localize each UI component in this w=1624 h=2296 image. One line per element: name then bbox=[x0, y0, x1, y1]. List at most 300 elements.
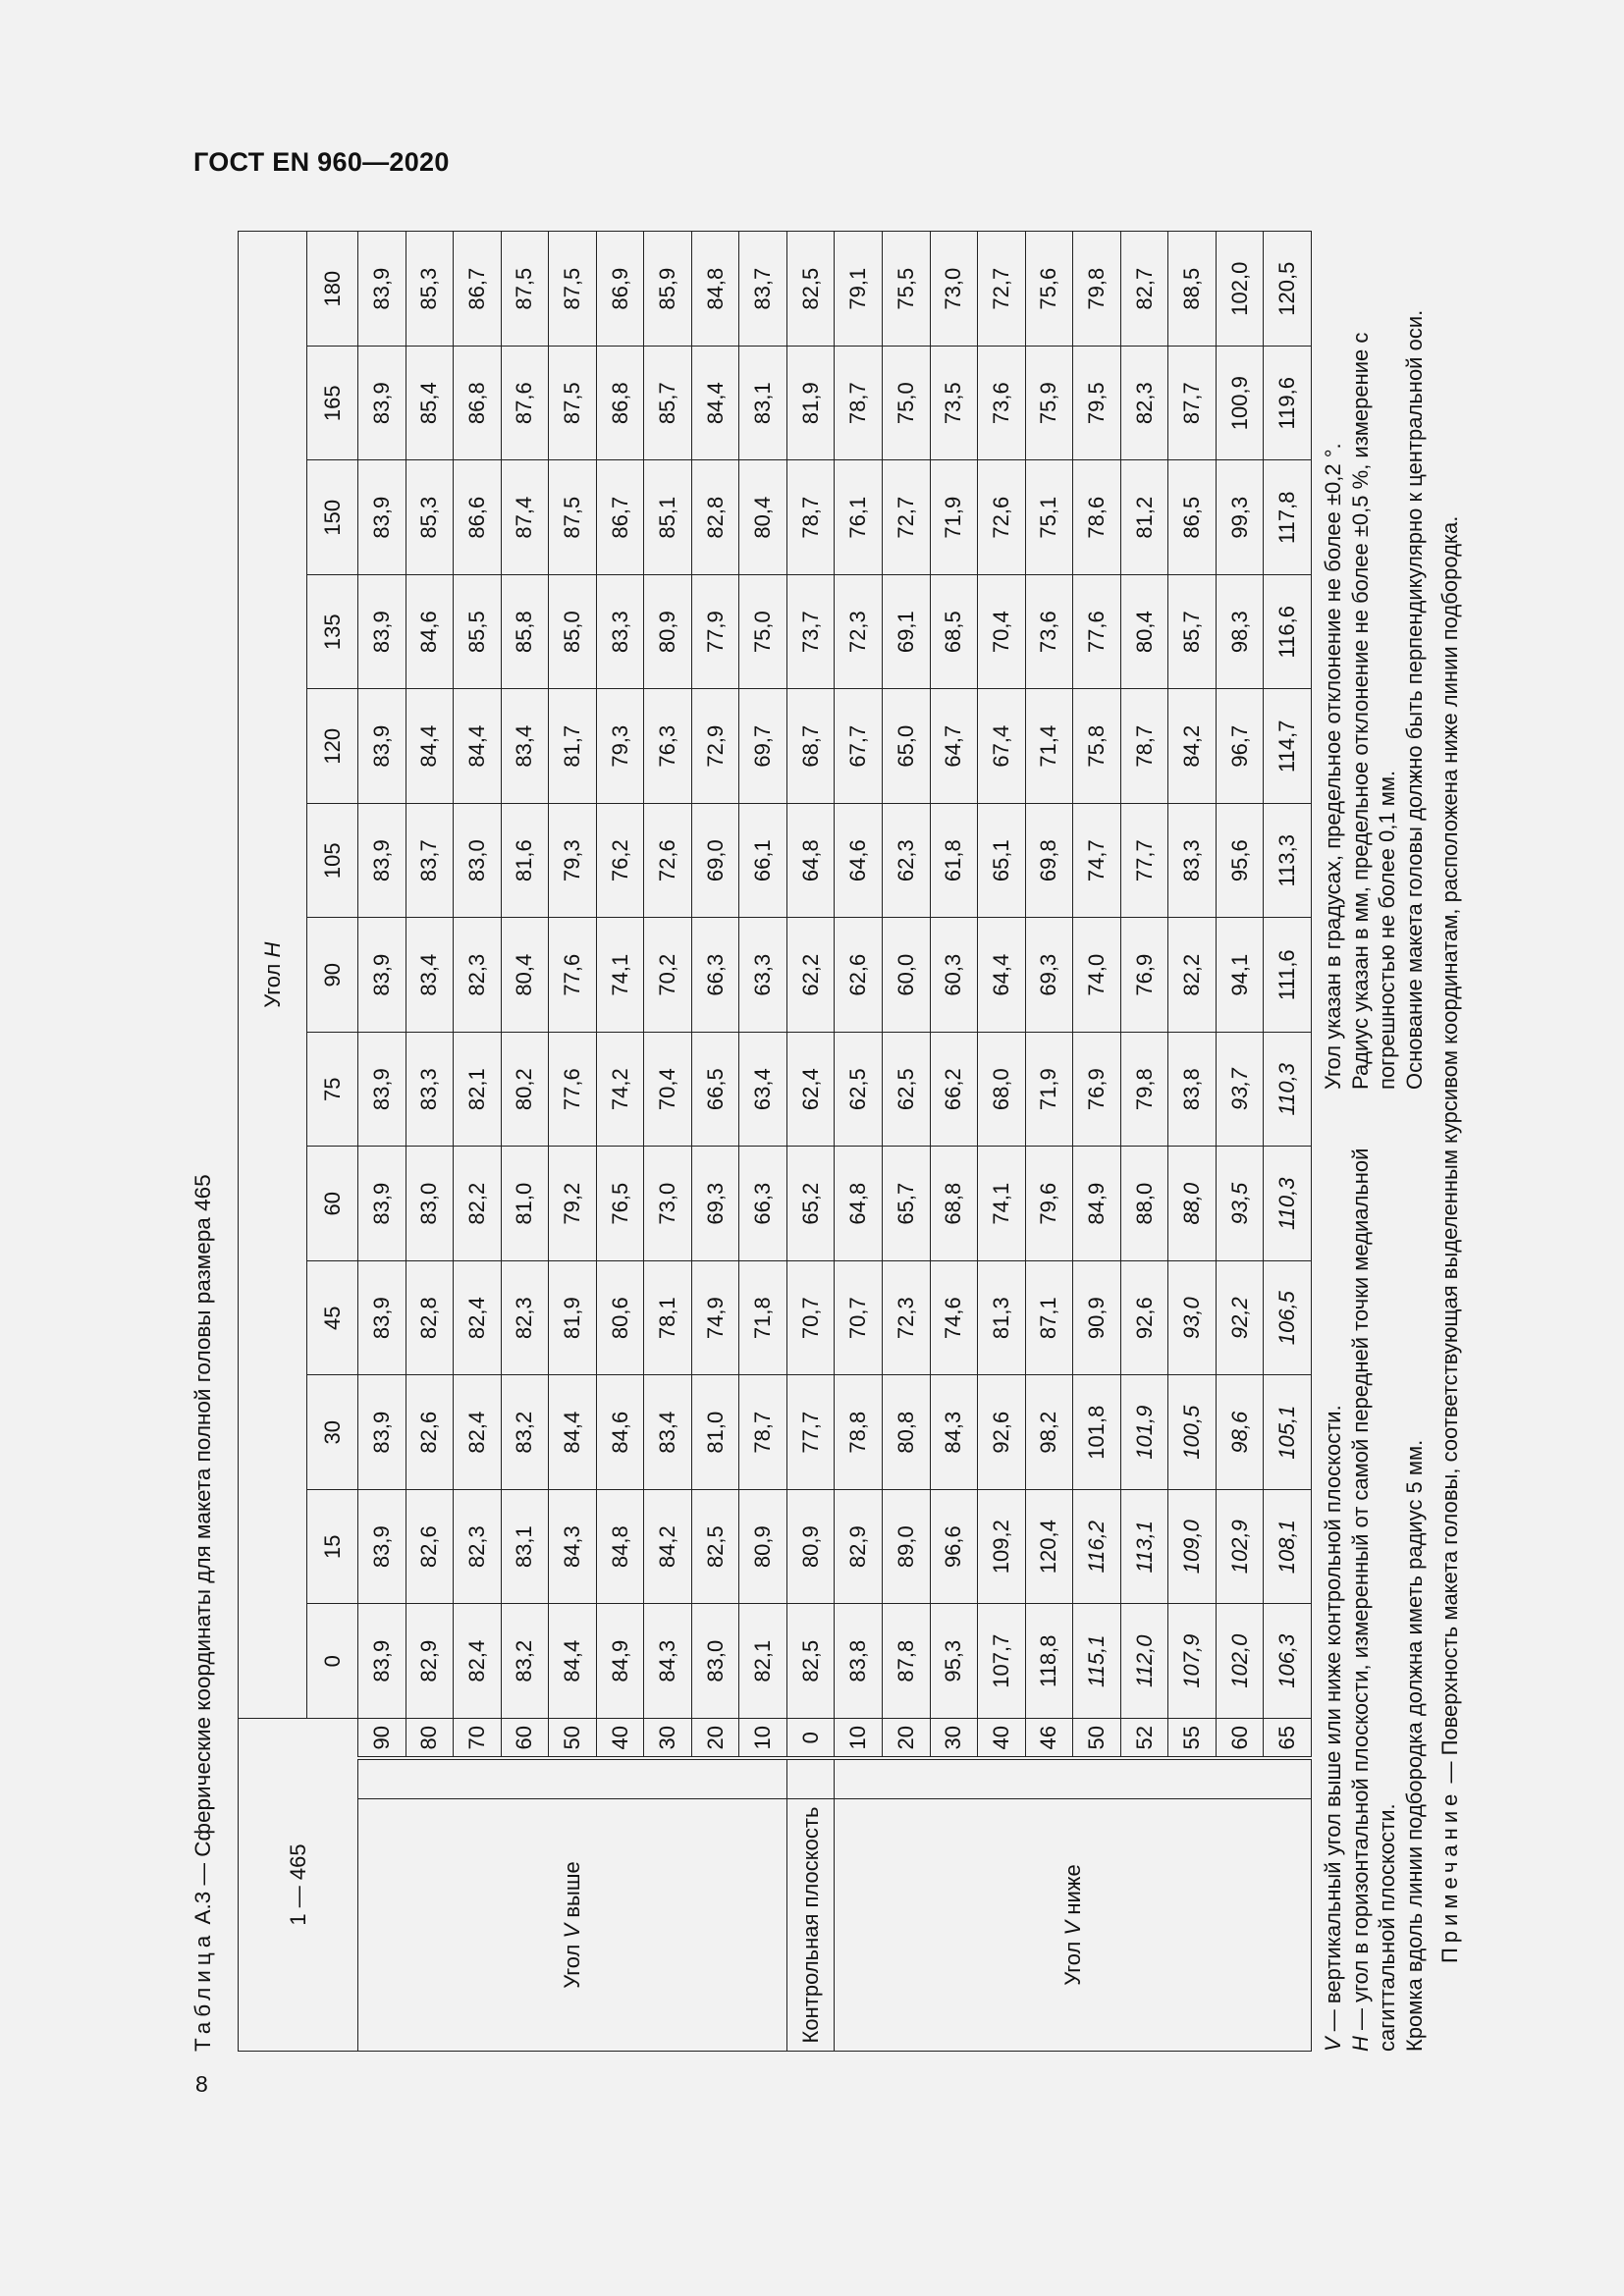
coordinate-cell: 87,6 bbox=[501, 346, 549, 460]
h-angle-header: 180 bbox=[307, 232, 358, 347]
coordinate-cell: 79,3 bbox=[549, 803, 597, 918]
coordinate-cell: 85,8 bbox=[501, 574, 549, 689]
v-angle-cell: 60 bbox=[1216, 1718, 1264, 1758]
coordinate-cell: 68,0 bbox=[978, 1032, 1026, 1147]
h-angle-group-header: Угол H bbox=[239, 232, 307, 1719]
coordinate-cell: 84,4 bbox=[406, 689, 454, 804]
table-note bbox=[1437, 516, 1463, 1963]
coordinate-cell: 111,6 bbox=[1264, 918, 1312, 1033]
coordinate-cell: 87,5 bbox=[549, 232, 597, 347]
legend-right bbox=[1320, 187, 1428, 1090]
coordinate-cell: 106,3 bbox=[1264, 1604, 1312, 1719]
coordinate-cell: 84,6 bbox=[596, 1375, 644, 1490]
coordinate-cell: 83,9 bbox=[358, 918, 406, 1033]
coordinate-cell: 81,9 bbox=[786, 346, 835, 460]
h-angle-header: 75 bbox=[307, 1032, 358, 1147]
coordinate-cell: 73,6 bbox=[978, 346, 1026, 460]
coordinate-cell: 80,9 bbox=[739, 1489, 787, 1604]
coordinate-cell: 70,7 bbox=[786, 1260, 835, 1375]
coordinate-cell: 83,7 bbox=[406, 803, 454, 918]
coordinate-cell: 85,7 bbox=[644, 346, 692, 460]
coordinate-cell: 67,7 bbox=[835, 689, 883, 804]
coordinate-cell: 82,4 bbox=[454, 1260, 502, 1375]
coordinate-cell: 86,6 bbox=[454, 460, 502, 575]
legend-v bbox=[1320, 1129, 1347, 2052]
table-caption bbox=[190, 1174, 216, 2052]
coordinate-cell: 83,2 bbox=[501, 1375, 549, 1490]
coordinate-cell: 73,0 bbox=[644, 1147, 692, 1261]
h-definition: — угол в горизонтальной плоскости, измеренный от самой передней точки медиальной сагиттальной плоскости. bbox=[1347, 1148, 1399, 2052]
coordinate-cell: 71,4 bbox=[1025, 689, 1073, 804]
coordinate-cell: 71,9 bbox=[930, 460, 978, 575]
coordinate-cell: 83,9 bbox=[358, 1489, 406, 1604]
v-angle-cell: 0 bbox=[786, 1718, 835, 1758]
group-label-below: Угол V ниже bbox=[835, 1799, 1312, 2052]
coordinate-cell: 113,3 bbox=[1264, 803, 1312, 918]
coordinate-cell: 68,7 bbox=[786, 689, 835, 804]
coordinate-cell: 82,6 bbox=[406, 1489, 454, 1604]
coordinate-cell: 83,1 bbox=[739, 346, 787, 460]
coordinate-cell: 66,3 bbox=[739, 1147, 787, 1261]
coordinate-cell: 86,5 bbox=[1168, 460, 1217, 575]
coordinate-cell: 82,5 bbox=[691, 1489, 739, 1604]
coordinate-cell: 115,1 bbox=[1073, 1604, 1121, 1719]
coordinate-cell: 64,7 bbox=[930, 689, 978, 804]
coordinate-cell: 82,5 bbox=[786, 232, 835, 347]
coordinate-cell: 82,3 bbox=[1120, 346, 1168, 460]
coordinate-cell: 80,2 bbox=[501, 1032, 549, 1147]
coordinate-cell: 79,6 bbox=[1025, 1147, 1073, 1261]
coordinate-cell: 101,9 bbox=[1120, 1375, 1168, 1490]
coordinate-cell: 83,9 bbox=[358, 1260, 406, 1375]
coordinate-cell: 84,4 bbox=[454, 689, 502, 804]
coordinate-cell: 79,8 bbox=[1120, 1032, 1168, 1147]
coordinate-cell: 87,5 bbox=[549, 346, 597, 460]
v-angle-cell: 50 bbox=[549, 1718, 597, 1758]
coordinate-cell: 83,9 bbox=[358, 1032, 406, 1147]
coordinate-cell: 83,0 bbox=[691, 1604, 739, 1719]
coordinate-cell: 98,3 bbox=[1216, 574, 1264, 689]
coordinate-cell: 84,9 bbox=[596, 1604, 644, 1719]
coordinate-cell: 83,0 bbox=[454, 803, 502, 918]
coordinate-cell: 79,5 bbox=[1073, 346, 1121, 460]
coordinate-cell: 77,6 bbox=[549, 918, 597, 1033]
coordinate-cell: 66,3 bbox=[691, 918, 739, 1033]
coordinate-cell: 108,1 bbox=[1264, 1489, 1312, 1604]
table-row bbox=[835, 232, 883, 2052]
h-angle-header: 165 bbox=[307, 346, 358, 460]
coordinate-cell: 69,7 bbox=[739, 689, 787, 804]
v-angle-cell: 65 bbox=[1264, 1718, 1312, 1758]
coordinate-cell: 75,8 bbox=[1073, 689, 1121, 804]
coordinate-cell: 74,2 bbox=[596, 1032, 644, 1147]
coordinate-cell: 79,3 bbox=[596, 689, 644, 804]
header-row-group bbox=[239, 232, 307, 2052]
legend-h bbox=[1347, 1129, 1401, 2052]
coordinate-cell: 76,5 bbox=[596, 1147, 644, 1261]
coordinate-cell: 86,7 bbox=[454, 232, 502, 347]
coordinate-cell: 83,9 bbox=[358, 803, 406, 918]
caption-text: А.3 — Сферические координаты для макета полной головы размера 465 bbox=[190, 1174, 215, 1931]
coordinate-cell: 83,4 bbox=[644, 1375, 692, 1490]
coordinate-cell: 83,9 bbox=[358, 346, 406, 460]
coordinate-cell: 82,2 bbox=[1168, 918, 1217, 1033]
coordinate-cell: 84,9 bbox=[1073, 1147, 1121, 1261]
coordinate-cell: 82,3 bbox=[454, 1489, 502, 1604]
table-row bbox=[358, 232, 406, 2052]
coordinate-cell: 109,0 bbox=[1168, 1489, 1217, 1604]
coordinate-cell: 78,1 bbox=[644, 1260, 692, 1375]
coordinate-cell: 86,7 bbox=[596, 460, 644, 575]
rotated-table-block bbox=[190, 157, 1506, 2052]
coordinate-cell: 78,7 bbox=[835, 346, 883, 460]
coordinate-cell: 84,6 bbox=[406, 574, 454, 689]
coordinate-cell: 69,0 bbox=[691, 803, 739, 918]
coordinate-cell: 82,9 bbox=[406, 1604, 454, 1719]
coordinate-cell: 88,0 bbox=[1168, 1147, 1217, 1261]
coordinate-cell: 83,9 bbox=[358, 460, 406, 575]
h-angle-header: 30 bbox=[307, 1375, 358, 1490]
coordinate-cell: 84,4 bbox=[691, 346, 739, 460]
coordinate-cell: 78,7 bbox=[1120, 689, 1168, 804]
coordinate-cell: 83,3 bbox=[1168, 803, 1217, 918]
coordinate-cell: 87,5 bbox=[549, 460, 597, 575]
coordinate-cell: 83,1 bbox=[501, 1489, 549, 1604]
coordinate-cell: 72,3 bbox=[883, 1260, 931, 1375]
coordinate-cell: 95,3 bbox=[930, 1604, 978, 1719]
coordinate-cell: 69,3 bbox=[691, 1147, 739, 1261]
coordinate-cell: 74,7 bbox=[1073, 803, 1121, 918]
coordinate-cell: 70,2 bbox=[644, 918, 692, 1033]
coordinates-table bbox=[238, 231, 1312, 2052]
coordinate-cell: 74,0 bbox=[1073, 918, 1121, 1033]
coordinate-cell: 62,4 bbox=[786, 1032, 835, 1147]
v-angle-cell: 30 bbox=[930, 1718, 978, 1758]
coordinate-cell: 98,6 bbox=[1216, 1375, 1264, 1490]
coordinate-cell: 96,7 bbox=[1216, 689, 1264, 804]
coordinate-cell: 83,3 bbox=[406, 1032, 454, 1147]
coordinate-cell: 76,2 bbox=[596, 803, 644, 918]
coordinate-cell: 82,7 bbox=[1120, 232, 1168, 347]
coordinate-cell: 79,2 bbox=[549, 1147, 597, 1261]
coordinate-cell: 80,8 bbox=[883, 1375, 931, 1490]
coordinate-cell: 83,8 bbox=[835, 1604, 883, 1719]
coordinate-cell: 78,7 bbox=[739, 1375, 787, 1490]
coordinate-cell: 81,2 bbox=[1120, 460, 1168, 575]
coordinate-cell: 82,5 bbox=[786, 1604, 835, 1719]
group-spacer bbox=[786, 1759, 835, 1799]
coordinate-cell: 66,1 bbox=[739, 803, 787, 918]
coordinate-cell: 64,8 bbox=[786, 803, 835, 918]
coordinate-cell: 93,5 bbox=[1216, 1147, 1264, 1261]
h-angle-header: 60 bbox=[307, 1147, 358, 1261]
coordinate-cell: 72,7 bbox=[978, 232, 1026, 347]
coordinate-cell: 86,8 bbox=[454, 346, 502, 460]
coordinate-cell: 69,1 bbox=[883, 574, 931, 689]
coordinate-cell: 84,8 bbox=[691, 232, 739, 347]
coordinate-cell: 67,4 bbox=[978, 689, 1026, 804]
v-angle-cell: 80 bbox=[406, 1718, 454, 1758]
coordinate-cell: 110,3 bbox=[1264, 1147, 1312, 1261]
coordinate-cell: 106,5 bbox=[1264, 1260, 1312, 1375]
coordinate-cell: 87,7 bbox=[1168, 346, 1217, 460]
coordinate-cell: 87,4 bbox=[501, 460, 549, 575]
coordinate-cell: 83,0 bbox=[406, 1147, 454, 1261]
v-angle-symbol: V bbox=[1059, 1920, 1085, 1936]
v-angle-cell: 40 bbox=[596, 1718, 644, 1758]
h-angle-header: 90 bbox=[307, 918, 358, 1033]
coordinate-cell: 86,9 bbox=[596, 232, 644, 347]
coordinate-cell: 116,6 bbox=[1264, 574, 1312, 689]
coordinate-cell: 76,9 bbox=[1120, 918, 1168, 1033]
coordinate-cell: 64,4 bbox=[978, 918, 1026, 1033]
coordinate-cell: 114,7 bbox=[1264, 689, 1312, 804]
coordinate-cell: 83,4 bbox=[406, 918, 454, 1033]
coordinate-cell: 73,7 bbox=[786, 574, 835, 689]
coordinate-cell: 98,2 bbox=[1025, 1375, 1073, 1490]
coordinate-cell: 87,5 bbox=[501, 232, 549, 347]
coordinate-cell: 107,9 bbox=[1168, 1604, 1217, 1719]
v-angle-cell: 10 bbox=[835, 1718, 883, 1758]
coordinate-cell: 82,3 bbox=[501, 1260, 549, 1375]
coordinate-cell: 70,7 bbox=[835, 1260, 883, 1375]
coordinate-cell: 82,4 bbox=[454, 1604, 502, 1719]
coordinate-cell: 92,6 bbox=[978, 1375, 1026, 1490]
coordinate-cell: 81,7 bbox=[549, 689, 597, 804]
coordinate-cell: 66,2 bbox=[930, 1032, 978, 1147]
coordinate-cell: 79,1 bbox=[835, 232, 883, 347]
coordinate-cell: 80,4 bbox=[739, 460, 787, 575]
coordinate-cell: 85,5 bbox=[454, 574, 502, 689]
coordinate-cell: 119,6 bbox=[1264, 346, 1312, 460]
coordinate-cell: 82,9 bbox=[835, 1489, 883, 1604]
note-text: — Поверхность макета головы, соответствующая выделенным курсивом координатам, расположена ниже линии подбородка. bbox=[1437, 515, 1462, 1789]
coordinate-cell: 90,9 bbox=[1073, 1260, 1121, 1375]
coordinate-cell: 93,7 bbox=[1216, 1032, 1264, 1147]
coordinate-cell: 83,3 bbox=[596, 574, 644, 689]
coordinate-cell: 81,3 bbox=[978, 1260, 1026, 1375]
coordinate-cell: 112,0 bbox=[1120, 1604, 1168, 1719]
v-angle-cell: 55 bbox=[1168, 1718, 1217, 1758]
coordinate-cell: 65,0 bbox=[883, 689, 931, 804]
coordinate-cell: 74,6 bbox=[930, 1260, 978, 1375]
caption-prefix: Таблица bbox=[190, 1930, 215, 2052]
coordinate-cell: 92,2 bbox=[1216, 1260, 1264, 1375]
coordinate-cell: 84,2 bbox=[644, 1489, 692, 1604]
coordinate-cell: 83,2 bbox=[501, 1604, 549, 1719]
h-angle-header: 15 bbox=[307, 1489, 358, 1604]
coordinate-cell: 107,7 bbox=[978, 1604, 1026, 1719]
coordinate-cell: 75,6 bbox=[1025, 232, 1073, 347]
coordinate-cell: 74,9 bbox=[691, 1260, 739, 1375]
coordinate-cell: 85,1 bbox=[644, 460, 692, 575]
coordinate-cell: 70,4 bbox=[644, 1032, 692, 1147]
coordinate-cell: 70,4 bbox=[978, 574, 1026, 689]
coordinate-cell: 85,9 bbox=[644, 232, 692, 347]
coordinate-cell: 80,6 bbox=[596, 1260, 644, 1375]
coordinate-cell: 85,0 bbox=[549, 574, 597, 689]
coordinate-cell: 85,3 bbox=[406, 460, 454, 575]
h-angle-header: 120 bbox=[307, 689, 358, 804]
coordinate-cell: 85,4 bbox=[406, 346, 454, 460]
coordinate-cell: 62,5 bbox=[883, 1032, 931, 1147]
table-row bbox=[786, 232, 835, 2052]
v-angle-cell: 10 bbox=[739, 1718, 787, 1758]
coordinate-cell: 84,2 bbox=[1168, 689, 1217, 804]
h-symbol: H bbox=[1347, 2036, 1373, 2052]
coordinate-cell: 81,9 bbox=[549, 1260, 597, 1375]
coordinate-cell: 81,0 bbox=[691, 1375, 739, 1490]
coordinate-cell: 77,9 bbox=[691, 574, 739, 689]
v-angle-symbol: V bbox=[559, 1923, 584, 1939]
coordinate-cell: 92,6 bbox=[1120, 1260, 1168, 1375]
coordinate-cell: 120,5 bbox=[1264, 232, 1312, 347]
coordinate-cell: 62,5 bbox=[835, 1032, 883, 1147]
coordinate-cell: 72,7 bbox=[883, 460, 931, 575]
v-angle-cell: 60 bbox=[501, 1718, 549, 1758]
v-angle-cell: 70 bbox=[454, 1718, 502, 1758]
legend-chin: Кромка вдоль линии подбородка должна иметь радиус 5 мм. bbox=[1401, 1439, 1427, 2052]
v-angle-cell: 46 bbox=[1025, 1718, 1073, 1758]
coordinate-cell: 110,3 bbox=[1264, 1032, 1312, 1147]
legend-angle: Угол указан в градусах, предельное отклонение не более ±0,2 °. bbox=[1321, 443, 1345, 1090]
coordinate-cell: 63,3 bbox=[739, 918, 787, 1033]
coordinate-cell: 84,3 bbox=[549, 1489, 597, 1604]
coordinate-cell: 77,6 bbox=[549, 1032, 597, 1147]
coordinate-cell: 78,6 bbox=[1073, 460, 1121, 575]
coordinate-cell: 82,1 bbox=[739, 1604, 787, 1719]
coordinate-cell: 116,2 bbox=[1073, 1489, 1121, 1604]
coordinate-cell: 68,8 bbox=[930, 1147, 978, 1261]
coordinate-cell: 87,1 bbox=[1025, 1260, 1073, 1375]
coordinate-cell: 74,1 bbox=[978, 1147, 1026, 1261]
v-angle-cell: 50 bbox=[1073, 1718, 1121, 1758]
v-angle-cell: 30 bbox=[644, 1718, 692, 1758]
coordinate-cell: 82,2 bbox=[454, 1147, 502, 1261]
v-angle-cell: 40 bbox=[978, 1718, 1026, 1758]
coordinate-cell: 73,6 bbox=[1025, 574, 1073, 689]
coordinate-cell: 109,2 bbox=[978, 1489, 1026, 1604]
v-symbol: V bbox=[1321, 2037, 1345, 2052]
coordinate-cell: 113,1 bbox=[1120, 1489, 1168, 1604]
coordinate-cell: 100,5 bbox=[1168, 1375, 1217, 1490]
coordinate-cell: 83,8 bbox=[1168, 1032, 1217, 1147]
coordinate-cell: 82,8 bbox=[691, 460, 739, 575]
coordinate-cell: 83,9 bbox=[358, 1375, 406, 1490]
coordinate-cell: 80,4 bbox=[501, 918, 549, 1033]
legend-left bbox=[1320, 1129, 1428, 2052]
coordinate-cell: 83,4 bbox=[501, 689, 549, 804]
h-angle-header: 105 bbox=[307, 803, 358, 918]
coordinate-cell: 100,9 bbox=[1216, 346, 1264, 460]
coordinate-cell: 72,3 bbox=[835, 574, 883, 689]
coordinate-cell: 80,9 bbox=[786, 1489, 835, 1604]
coordinate-cell: 83,9 bbox=[358, 1147, 406, 1261]
coordinate-cell: 85,7 bbox=[1168, 574, 1217, 689]
coordinate-cell: 75,5 bbox=[883, 232, 931, 347]
h-angle-header: 135 bbox=[307, 574, 358, 689]
coordinate-cell: 72,9 bbox=[691, 689, 739, 804]
coordinate-cell: 66,5 bbox=[691, 1032, 739, 1147]
group-label-above: Угол V выше bbox=[358, 1799, 787, 2052]
coordinate-cell: 84,3 bbox=[644, 1604, 692, 1719]
h-angle-header: 150 bbox=[307, 460, 358, 575]
coordinate-cell: 88,0 bbox=[1120, 1147, 1168, 1261]
coordinate-cell: 77,6 bbox=[1073, 574, 1121, 689]
coordinate-cell: 76,3 bbox=[644, 689, 692, 804]
coordinate-cell: 120,4 bbox=[1025, 1489, 1073, 1604]
coordinate-cell: 87,8 bbox=[883, 1604, 931, 1719]
coordinate-cell: 81,6 bbox=[501, 803, 549, 918]
v-definition: — вертикальный угол выше или ниже контрольной плоскости. bbox=[1321, 1405, 1345, 2038]
v-angle-cell: 52 bbox=[1120, 1718, 1168, 1758]
coordinate-cell: 75,9 bbox=[1025, 346, 1073, 460]
coordinate-cell: 88,5 bbox=[1168, 232, 1217, 347]
coordinate-cell: 62,6 bbox=[835, 918, 883, 1033]
coordinate-cell: 75,0 bbox=[883, 346, 931, 460]
coordinate-cell: 96,6 bbox=[930, 1489, 978, 1604]
coordinate-cell: 72,6 bbox=[978, 460, 1026, 575]
coordinate-cell: 62,2 bbox=[786, 918, 835, 1033]
coordinate-cell: 99,3 bbox=[1216, 460, 1264, 575]
coordinate-cell: 73,0 bbox=[930, 232, 978, 347]
coordinate-cell: 64,6 bbox=[835, 803, 883, 918]
v-angle-cell: 90 bbox=[358, 1718, 406, 1758]
legend-base: Основание макета головы должно быть перпендикулярно к центральной оси. bbox=[1401, 309, 1427, 1090]
coordinate-cell: 101,8 bbox=[1073, 1375, 1121, 1490]
coordinate-cell: 77,7 bbox=[786, 1375, 835, 1490]
coordinate-cell: 83,9 bbox=[358, 574, 406, 689]
coordinate-cell: 83,9 bbox=[358, 689, 406, 804]
coordinate-cell: 61,8 bbox=[930, 803, 978, 918]
coordinate-cell: 79,8 bbox=[1073, 232, 1121, 347]
coordinate-cell: 69,8 bbox=[1025, 803, 1073, 918]
coordinate-cell: 69,3 bbox=[1025, 918, 1073, 1033]
coordinate-cell: 95,6 bbox=[1216, 803, 1264, 918]
coordinate-cell: 84,4 bbox=[549, 1604, 597, 1719]
coordinate-cell: 83,7 bbox=[739, 232, 787, 347]
coordinate-cell: 81,0 bbox=[501, 1147, 549, 1261]
coordinate-cell: 64,8 bbox=[835, 1147, 883, 1261]
coordinate-cell: 80,4 bbox=[1120, 574, 1168, 689]
coordinate-cell: 78,8 bbox=[835, 1375, 883, 1490]
group-label-control: Контрольная плоскость bbox=[786, 1799, 835, 2052]
coordinate-cell: 82,3 bbox=[454, 918, 502, 1033]
coordinate-cell: 84,8 bbox=[596, 1489, 644, 1604]
corner-cell: 1 — 465 bbox=[239, 1718, 358, 2051]
coordinate-cell: 60,3 bbox=[930, 918, 978, 1033]
coordinate-cell: 102,9 bbox=[1216, 1489, 1264, 1604]
coordinate-cell: 71,9 bbox=[1025, 1032, 1073, 1147]
h-angle-header: 0 bbox=[307, 1604, 358, 1719]
coordinate-cell: 85,3 bbox=[406, 232, 454, 347]
coordinate-cell: 82,1 bbox=[454, 1032, 502, 1147]
coordinate-cell: 71,8 bbox=[739, 1260, 787, 1375]
coordinate-cell: 82,4 bbox=[454, 1375, 502, 1490]
coordinate-cell: 86,8 bbox=[596, 346, 644, 460]
coordinate-cell: 78,7 bbox=[786, 460, 835, 575]
coordinate-cell: 117,8 bbox=[1264, 460, 1312, 575]
coordinate-cell: 75,1 bbox=[1025, 460, 1073, 575]
group-spacer bbox=[358, 1759, 787, 1799]
note-label: Примечание bbox=[1437, 1789, 1462, 1963]
coordinate-cell: 83,9 bbox=[358, 1604, 406, 1719]
v-angle-cell: 20 bbox=[691, 1718, 739, 1758]
coordinate-cell: 60,0 bbox=[883, 918, 931, 1033]
coordinate-cell: 82,6 bbox=[406, 1375, 454, 1490]
coordinate-cell: 118,8 bbox=[1025, 1604, 1073, 1719]
page-number: 8 bbox=[195, 2071, 208, 2097]
